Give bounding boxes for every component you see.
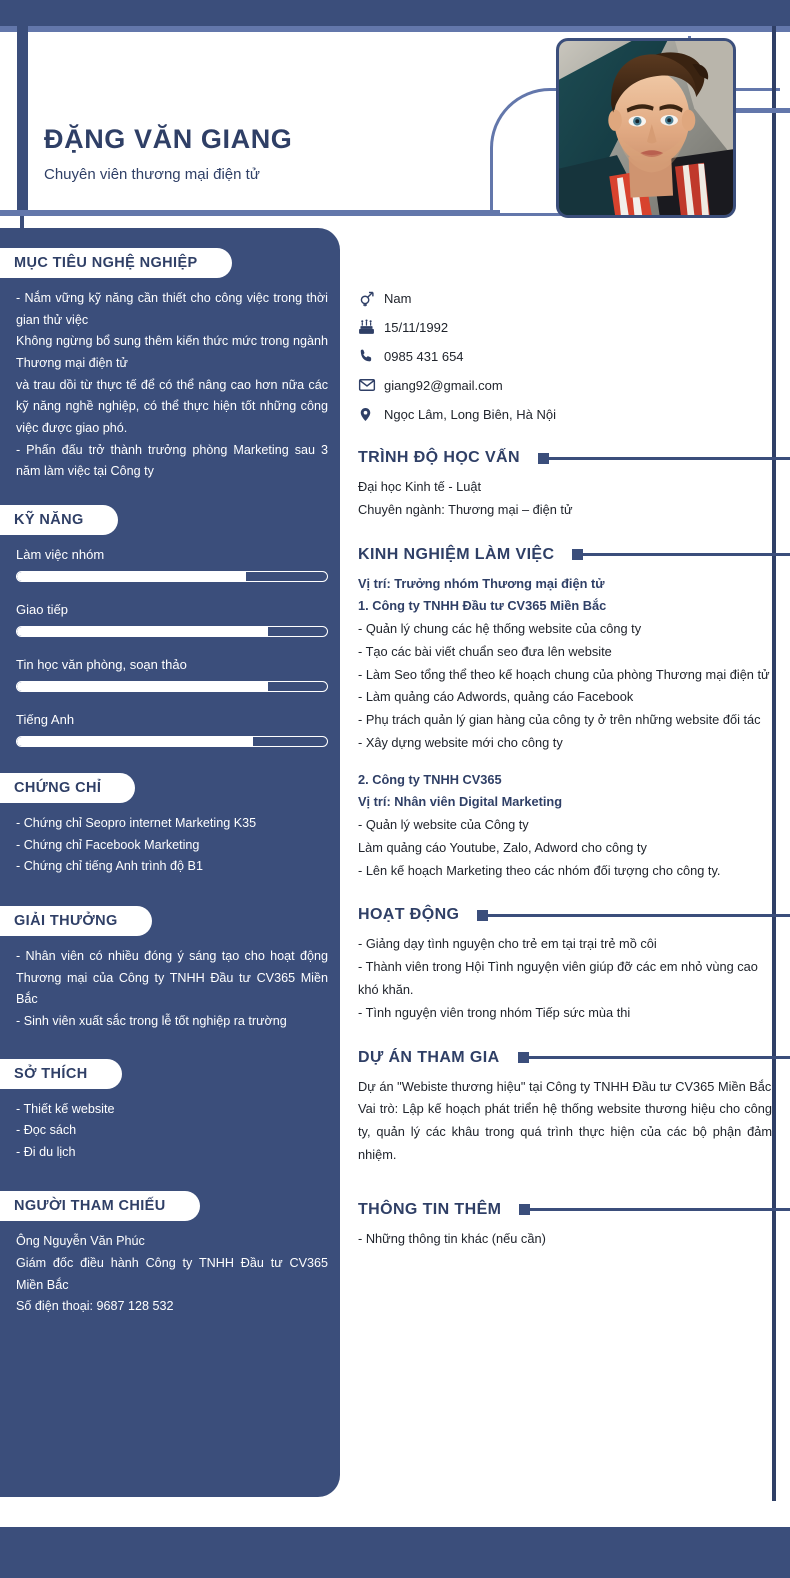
top-decorative-band bbox=[0, 0, 790, 26]
section-title-skills: KỸ NĂNG bbox=[0, 505, 118, 535]
section-title-activities: HOẠT ĐỘNG bbox=[358, 906, 460, 924]
section-rule bbox=[549, 457, 790, 460]
skill-item bbox=[16, 657, 328, 692]
section-header-activities bbox=[358, 906, 772, 924]
contact-value: giang92@gmail.com bbox=[384, 377, 503, 393]
reference-line: Giám đốc điều hành Công ty TNHH Đầu tư CV365 Miền Bắc bbox=[16, 1256, 328, 1292]
contact-value: Nam bbox=[384, 291, 412, 306]
job-title: Chuyên viên thương mại điện tử bbox=[44, 166, 260, 183]
page-title: ĐẶNG VĂN GIANG bbox=[44, 124, 293, 154]
certificate-item: - Chứng chỉ Facebook Marketing bbox=[16, 837, 200, 852]
section-career-objective bbox=[0, 228, 340, 483]
right-vertical-rule bbox=[772, 26, 776, 1501]
section-title-interests: SỞ THÍCH bbox=[0, 1059, 122, 1089]
projects-body bbox=[358, 1076, 772, 1167]
contact-value: Ngọc Lâm, Long Biên, Hà Nội bbox=[384, 407, 556, 422]
experience-job1-line: - Tạo các bài viết chuẩn seo đưa lên website bbox=[358, 643, 612, 659]
interests-body bbox=[0, 1089, 340, 1164]
contact-row-phone bbox=[358, 348, 772, 364]
reference-line: Ông Nguyễn Văn Phúc bbox=[16, 1234, 145, 1249]
more-info-item: - Những thông tin khác (nếu cần) bbox=[358, 1230, 546, 1246]
award-item: - Nhân viên có nhiều đóng ý sáng tạo cho hoạt động Thương mại của Công ty TNHH Đầu tư CV365 Miền Bắc bbox=[16, 948, 328, 1007]
section-rule bbox=[488, 914, 790, 917]
contact-row-address bbox=[358, 406, 772, 423]
skill-bar-fill bbox=[17, 572, 246, 581]
award-item: - Sinh viên xuất sắc trong lễ tốt nghiệp ra trường bbox=[16, 1013, 287, 1028]
interest-item: - Thiết kế website bbox=[16, 1101, 115, 1116]
reference-body bbox=[0, 1221, 340, 1318]
section-rule bbox=[529, 1056, 790, 1059]
section-rule bbox=[583, 553, 790, 556]
more-info-body bbox=[358, 1228, 772, 1251]
section-header-education bbox=[358, 449, 772, 467]
section-certificates bbox=[0, 767, 340, 878]
skill-label: Giao tiếp bbox=[16, 601, 69, 617]
spacer bbox=[358, 526, 772, 546]
experience-job1-line: - Phụ trách quản lý gian hàng của công ty ở trên những website đối tác bbox=[358, 712, 761, 728]
section-marker-square bbox=[477, 910, 488, 921]
contact-row-birthday bbox=[358, 319, 772, 336]
section-title-more-info: THÔNG TIN THÊM bbox=[358, 1200, 502, 1218]
skill-label: Tin học văn phòng, soạn thảo bbox=[16, 656, 187, 672]
skill-item bbox=[16, 602, 328, 637]
section-reference bbox=[0, 1163, 340, 1318]
awards-body bbox=[0, 936, 340, 1033]
skill-bar-track bbox=[16, 626, 328, 637]
section-title-reference: NGƯỜI THAM CHIẾU bbox=[0, 1191, 200, 1221]
reference-line: Số điện thoại: 9687 128 532 bbox=[16, 1299, 174, 1314]
career-objective-line: - Phấn đấu trở thành trưởng phòng Marketing sau 3 năm làm việc tại Công ty bbox=[16, 442, 328, 479]
spacer bbox=[358, 1171, 772, 1201]
certificates-body bbox=[0, 803, 340, 878]
interest-item: - Đọc sách bbox=[16, 1123, 77, 1138]
activity-item: - Tình nguyện viên trong nhóm Tiếp sức mùa thi bbox=[358, 1004, 631, 1020]
spacer bbox=[358, 1029, 772, 1049]
section-experience bbox=[358, 546, 772, 883]
section-projects bbox=[358, 1049, 772, 1167]
section-title-education: TRÌNH ĐỘ HỌC VẤN bbox=[358, 449, 520, 466]
experience-job2-line: - Lên kế hoạch Marketing theo các nhóm đối tượng cho công ty. bbox=[358, 862, 721, 878]
main-column bbox=[358, 290, 772, 1254]
section-title-projects: DỰ ÁN THAM GIA bbox=[358, 1048, 500, 1066]
skill-bar-fill bbox=[17, 627, 268, 636]
spacer bbox=[358, 755, 772, 769]
contact-row-email bbox=[358, 376, 772, 394]
skill-label: Tiếng Anh bbox=[16, 711, 75, 727]
experience-job1-position: Vị trí: Trưởng nhóm Thương mại điện tử bbox=[358, 575, 605, 591]
experience-body bbox=[358, 573, 772, 883]
section-title-awards: GIẢI THƯỞNG bbox=[0, 906, 152, 936]
contact-list bbox=[358, 290, 772, 423]
section-title-certificates: CHỨNG CHỈ bbox=[0, 773, 135, 803]
section-interests bbox=[0, 1033, 340, 1164]
education-line: Đại học Kinh tế - Luật bbox=[358, 479, 482, 494]
contact-value: 15/11/1992 bbox=[384, 320, 449, 335]
experience-job1-line: - Làm Seo tổng thể theo kế hoạch chung của phòng Thương mại điện tử bbox=[358, 666, 770, 682]
contact-value: 0985 431 654 bbox=[384, 348, 464, 364]
section-skills bbox=[0, 483, 340, 747]
gender-icon bbox=[358, 290, 384, 307]
skills-list bbox=[0, 535, 340, 747]
experience-job1-line: - Làm quảng cáo Adwords, quảng cáo Facebook bbox=[358, 689, 634, 705]
section-title-career-objective: MỤC TIÊU NGHỆ NGHIỆP bbox=[0, 248, 232, 278]
section-marker-square bbox=[519, 1204, 530, 1215]
section-marker-square bbox=[538, 453, 549, 464]
skill-bar-track bbox=[16, 736, 328, 747]
experience-job2-line: - Quản lý website của Công ty bbox=[358, 817, 529, 833]
spacer bbox=[358, 886, 772, 906]
certificate-item: - Chứng chỉ Seopro internet Marketing K35 bbox=[16, 815, 257, 830]
middle-light-rule bbox=[0, 210, 500, 216]
section-title-experience: KINH NGHIỆM LÀM VIỆC bbox=[358, 545, 555, 563]
activities-body bbox=[358, 933, 772, 1024]
section-marker-square bbox=[572, 549, 583, 560]
section-rule bbox=[530, 1208, 790, 1211]
project-line: Dự án "Webiste thương hiệu" tại Công ty TNHH Đầu tư CV365 Miền Bắc bbox=[358, 1078, 772, 1094]
career-objective-line: - Nắm vững kỹ năng cần thiết cho công việc trong thời gian thử việc bbox=[16, 291, 328, 327]
activity-item: - Thành viên trong Hội Tình nguyện viên giúp đỡ các em nhỏ vùng cao khó khăn. bbox=[358, 959, 758, 998]
section-header-projects bbox=[358, 1049, 772, 1067]
section-header-experience bbox=[358, 546, 772, 564]
section-more-info bbox=[358, 1201, 772, 1251]
section-marker-square bbox=[518, 1052, 529, 1063]
section-awards bbox=[0, 878, 340, 1033]
skill-bar-fill bbox=[17, 737, 253, 746]
skill-item bbox=[16, 712, 328, 747]
phone-icon bbox=[358, 348, 384, 364]
skill-bar-track bbox=[16, 681, 328, 692]
sidebar bbox=[0, 228, 340, 1497]
skill-bar-track bbox=[16, 571, 328, 582]
envelope-icon bbox=[358, 376, 384, 394]
location-pin-icon bbox=[358, 406, 384, 423]
career-objective-line: Không ngừng bổ sung thêm kiến thức mức trong ngành Thương mại điện tử bbox=[16, 334, 328, 370]
project-line: Vai trò: Lập kế hoạch phát triển hệ thống website thương hiệu cho công ty, quản lý các khâu trong quá trình thực hiện của các bộ phận đảm nhiệm. bbox=[358, 1101, 772, 1162]
section-education bbox=[358, 449, 772, 522]
section-header-more-info bbox=[358, 1201, 772, 1219]
career-objective-body bbox=[0, 278, 340, 483]
bottom-decorative-band bbox=[0, 1527, 790, 1578]
interest-item: - Đi du lịch bbox=[16, 1144, 76, 1159]
experience-job1-line: - Quản lý chung các hệ thống website của công ty bbox=[358, 621, 642, 637]
experience-job2-company: 2. Công ty TNHH CV365 bbox=[358, 771, 502, 787]
certificate-item: - Chứng chỉ tiếng Anh trình độ B1 bbox=[16, 859, 203, 874]
experience-job1-company: 1. Công ty TNHH Đầu tư CV365 Miền Bắc bbox=[358, 598, 607, 614]
avatar bbox=[556, 38, 736, 218]
activity-item: - Giảng dạy tình nguyện cho trẻ em tại trại trẻ mồ côi bbox=[358, 936, 657, 952]
skill-item bbox=[16, 547, 328, 582]
skill-label: Làm việc nhóm bbox=[16, 546, 105, 562]
section-activities bbox=[358, 906, 772, 1024]
education-line: Chuyên ngành: Thương mại – điện tử bbox=[358, 501, 573, 517]
skill-bar-fill bbox=[17, 682, 268, 691]
portrait-photo-icon bbox=[559, 41, 733, 215]
education-body bbox=[358, 476, 772, 522]
experience-job2-position: Vị trí: Nhân viên Digital Marketing bbox=[358, 794, 563, 810]
birthday-cake-icon bbox=[358, 319, 384, 336]
career-objective-line: và trau dồi từ thực tế để có thể nâng cao hơn nữa các kỹ năng nghề nghiệp, có thể thực hiện tốt những công việc được giao phó. bbox=[16, 377, 328, 435]
contact-row-gender bbox=[358, 290, 772, 307]
experience-job2-line: Làm quảng cáo Youtube, Zalo, Adword cho công ty bbox=[358, 839, 647, 855]
experience-job1-line: - Xây dựng website mới cho công ty bbox=[358, 734, 563, 750]
